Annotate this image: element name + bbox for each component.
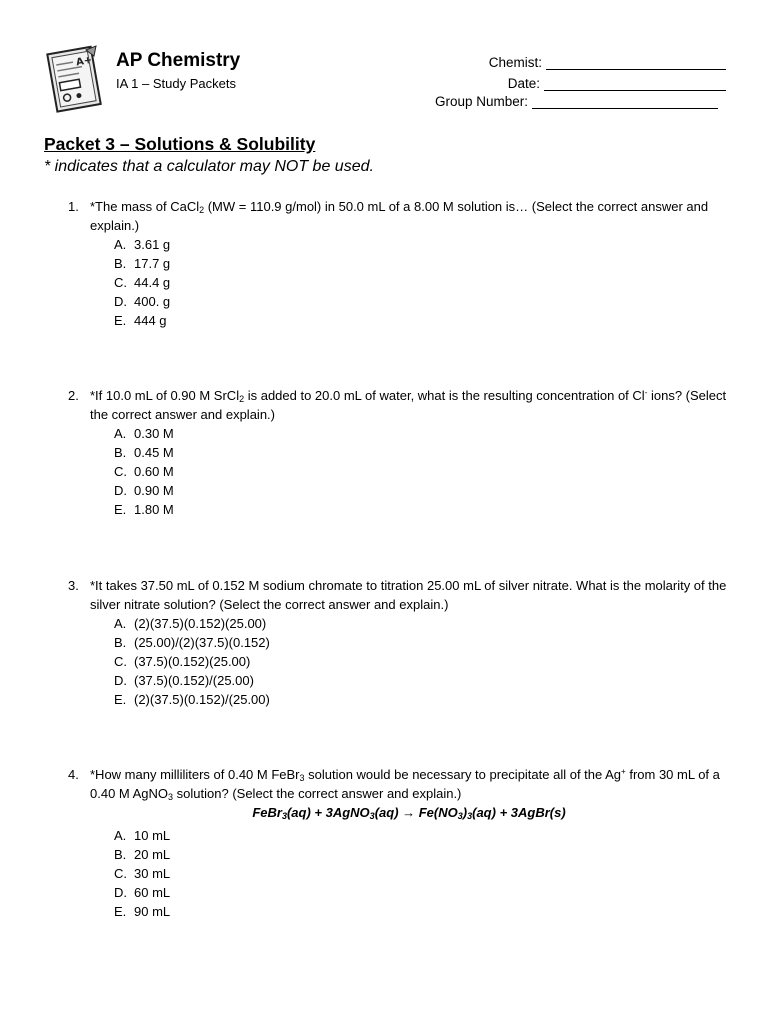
unit-subtitle: IA 1 – Study Packets (116, 76, 236, 91)
answer-choices (114, 614, 728, 709)
answer-choice: C. 44.4 g (114, 275, 171, 290)
answer-choice: C. (37.5)(0.152)(25.00) (114, 654, 251, 669)
question-number: 3. (68, 578, 79, 593)
date-label: Date: (507, 76, 540, 91)
question-text: *If 10.0 mL of 0.90 M SrCl$_2$ is added to 20.0 mL of water, what is the resulting concentration of Cl- ions? (Select the correct answer and explain.) (90, 388, 727, 422)
answer-choice: A. 10 mL (114, 828, 171, 843)
chemist-field[interactable] (489, 55, 726, 70)
chemical-equation: FeBr$_3$(aq) + 3AgNO$_3$(aq) → $Fe(NO_3)_3(aq)$ + 3AgBr(s) (252, 805, 566, 821)
answer-choice: B. (25.00)/(2)(37.5)(0.152) (114, 635, 270, 650)
date-blank[interactable] (544, 76, 726, 91)
question-text: *The mass of CaCl$_2$ (MW = 110.9 g/mol) in 50.0 mL of a 8.00 M solution is… (Select the correct answer and explain.) (90, 199, 709, 233)
answer-choice: D. 60 mL (114, 885, 171, 900)
answer-choice: D. 400. g (114, 294, 171, 309)
answer-choice: A. (2)(37.5)(0.152)(25.00) (114, 616, 267, 631)
answer-choice: B. 20 mL (114, 847, 171, 862)
question-text: *It takes 37.50 mL of 0.152 M sodium chromate to titration 25.00 mL of silver nitrate. What is the molarity of the silver nitrate solution? (Select the correct answer and explain.) (90, 578, 727, 612)
calculator-note: * indicates that a calculator may NOT be used. (44, 158, 374, 175)
question-4 (68, 765, 728, 921)
answer-choice: B. 17.7 g (114, 256, 171, 271)
question-2 (68, 386, 728, 519)
group-number-blank[interactable] (532, 94, 718, 109)
chemist-label: Chemist: (488, 55, 542, 70)
answer-choice: E. (2)(37.5)(0.152)/(25.00) (114, 692, 270, 707)
answer-choice: E. 90 mL (114, 904, 171, 919)
question-text: *How many milliliters of 0.40 M FeBr$_3$ solution would be necessary to precipitate all of the Ag+ from 30 mL of a 0.40 M AgNO$_3$ solution? (Select the correct answer and explain.) (90, 767, 720, 802)
question-1 (68, 197, 728, 330)
graded-paper-logo-icon (44, 44, 106, 114)
answer-choice: C. 30 mL (114, 866, 171, 881)
course-title: AP Chemistry (116, 50, 241, 71)
answer-choice: C. 0.60 M (114, 464, 174, 479)
answer-choice: D. (37.5)(0.152)/(25.00) (114, 673, 254, 688)
answer-choice: D. 0.90 M (114, 483, 174, 498)
svg-text:A+: A+ (75, 54, 94, 69)
answer-choice: B. 0.45 M (114, 445, 174, 460)
packet-title: Packet 3 – Solutions & Solubility (44, 134, 316, 154)
chemist-blank[interactable] (546, 55, 726, 70)
answer-choices (114, 424, 728, 519)
question-3 (68, 576, 728, 709)
answer-choices (114, 235, 728, 330)
question-number: 2. (68, 388, 79, 403)
answer-choice: E. 1.80 M (114, 502, 174, 517)
answer-choice: A. 3.61 g (114, 237, 171, 252)
date-field[interactable] (508, 76, 726, 91)
answer-choice: A. 0.30 M (114, 426, 174, 441)
answer-choice: E. 444 g (114, 313, 167, 328)
question-number: 1. (68, 199, 79, 214)
group-number-label: Group Number: (434, 94, 528, 109)
question-number: 4. (68, 767, 79, 782)
answer-choices (114, 826, 728, 921)
group-number-field[interactable] (435, 94, 718, 109)
